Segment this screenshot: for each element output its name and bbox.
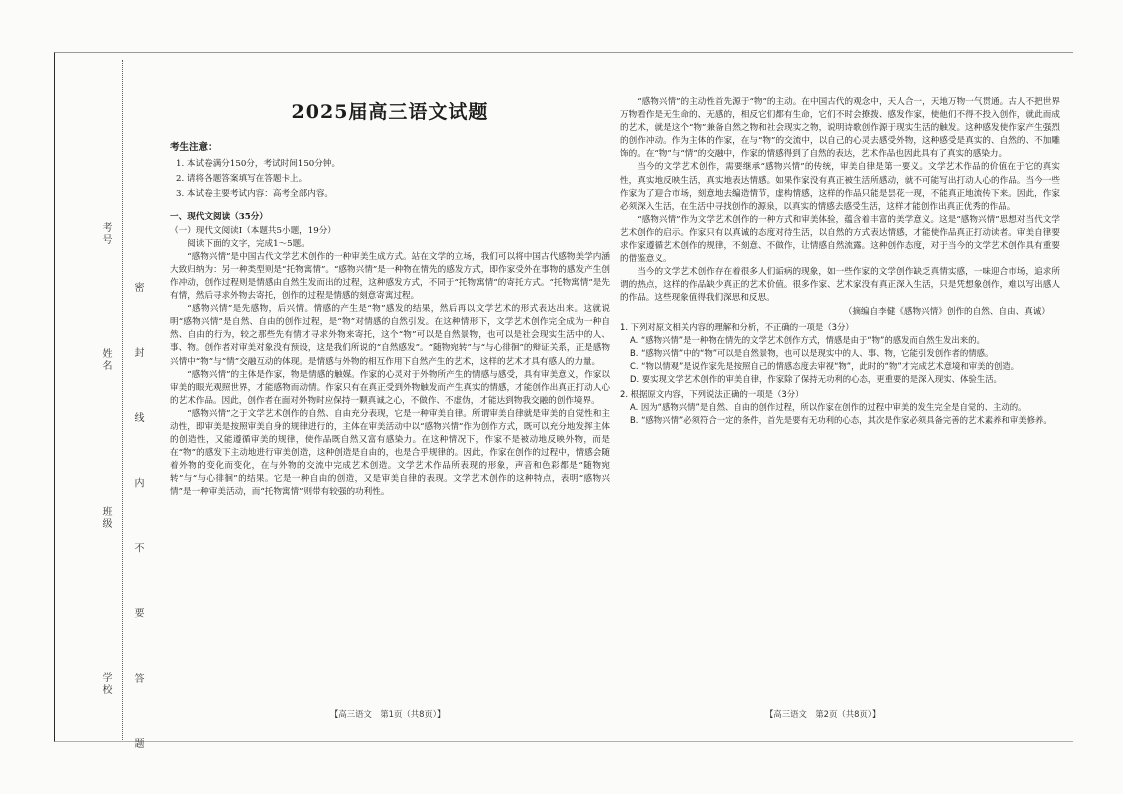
binding-margin (0, 0, 150, 794)
passage-paragraph: “感物兴情”作为文学艺术创作的一种方式和审美体验，蕴含着丰富的美学意义。这是“感物兴情”思想对当代文学艺术创作的启示。作家只有以真诚的态度对待生活，以自然的方式表达情感，才能使作品真正打动读者。审美自律要求作家遵循艺术创作的规律，不刻意、不做作，让情感自然流露。这种创作态度，对于当今的文学艺术创作具有重要的借鉴意义。 (620, 214, 1060, 265)
passage-paragraph: “感物兴情”的主动性首先源于“物”的主动。在中国古代的观念中，天人合一，天地万物一气贯通。古人不把世界万物看作是无生命的、无感的，相反它们都有生命，它们不时会撩拨、感发作家，使他们不得不投入创作，就此而成的艺术，就是这个“物”兼备自然之物和社会现实之物，说明诗歌创作源于现实生活的触发。这种感发使作家产生强烈的创作冲动。作为主体的作家，在与“物”的交流中，以自己的心灵去感受外物，这种感受是真实的、自然的、不加雕饰的。在“物”与“情”的交融中，作家的情感得到了自然的表达，艺术作品也因此具有了真实的感染力。 (620, 97, 1060, 160)
notice-item: 2. 请将各题答案填写在答题卡上。 (176, 174, 308, 185)
subsection-heading: （一）现代文阅读Ⅰ（本题共5小题，19分） (170, 225, 336, 236)
question-option: A. “感物兴情”是一种物在情先的文学艺术创作方式，情感是由于“物”的感发而自然生发出来的。 (630, 334, 985, 345)
question-stem: 2. 根据原文内容，下列说法正确的一项是（3分） (620, 389, 804, 400)
question-stem: 1. 下列对原文相关内容的理解和分析，不正确的一项是（3分） (620, 321, 854, 332)
section-heading: 一、现代文阅读（35分） (170, 212, 268, 223)
notice-item: 1. 本试卷满分150分，考试时间150分钟。 (176, 159, 341, 170)
page-footer-right: 【高三语文 第2页（共8页）】 (765, 709, 881, 719)
question-option: C. “物以情观”是说作家先是按照自己的情感态度去审视“物”，此时的“物”才完成艺术意境和审美的创造。 (630, 360, 1019, 371)
passage-paragraph: “感物兴情”是先感物，后兴情。情感的产生是“物”感发的结果，然后再以文学艺术的形式表达出来。这就说明“感物兴情”是自然、自由的创作过程，是“物”对情感的自然引发。在这种情形下，文学艺术创作完全成为一种自然、自由的行为，较之那些先有情才寻求外物来寄托，这个“物”可以是自然景物，也可以是社会现实生活中的人、事、物。创作者对审美对象没有预设，这是我们所说的“自然感发”。“随物宛转”与“与心徘徊”的辩证关系，正是感物兴情中“物”与“情”交融互动的体现。是情感与外物的相互作用下自然产生的艺术，这样的艺术才具有感人的力量。 (170, 304, 610, 367)
passage-paragraph: “感物兴情”是中国古代文学艺术创作的一种审美生成方式。站在文学的立场，我们可以将中国古代感物美学内涵大致归纳为：另一种类型则是“托物寓情”。“感物兴情”是一种物在情先的感发方式，即作家受外在事物的感发产生创作冲动，创作过程则是情感由自然生发而出的过程，这种感发方式，不同于“托物寓情”的寄托方式。“托物寓情”是先有情，然后寻求外物去寄托，创作的过程是情感的刻意寄寓过程。 (170, 251, 610, 302)
right-column (620, 96, 1060, 427)
passage-paragraph: 当今的文学艺术创作，需要继承“感物兴情”的传统，审美自律是第一要义。文学艺术作品的价值在于它的真实性，真实地反映生活，真实地表达情感。如果作家没有真正被生活所感动，就不可能写出打动人心的作品。当今一些作家为了迎合市场，刻意地去编造情节，虚构情感，这样的作品只能是昙花一现，不能真正地流传下来。因此，作家必须深入生活，在生活中寻找创作的源泉，以真实的情感去感受生活，这样才能创作出真正优秀的作品。 (620, 162, 1060, 212)
page-footer-left: 【高三语文 第1页（共8页）】 (330, 709, 446, 719)
notice-heading: 考生注意： (170, 142, 218, 154)
question-option: B. “感物兴情”中的“物”可以是自然景物，也可以是现实中的人、事、物，它能引发创作者的情感。 (630, 347, 994, 358)
question-option: D. 要实现文学艺术创作的审美自律，作家除了保持无功利的心态，更重要的是深入现实、体验生活。 (630, 373, 1002, 384)
school-label: 学校 (100, 672, 111, 696)
question-option: A. 因为“感物兴情”是自然、自由的创作过程，所以作家在创作的过程中审美的发生完全是自觉的、主动的。 (630, 402, 1027, 413)
left-column (170, 70, 610, 500)
seal-line-notice: 密 封 线 内 不 要 答 题 (132, 282, 143, 775)
question-option: B. “感物兴情”必须符合一定的条件，首先是要有无功利的心态，其次是作家必须具备完善的艺术素养和审美修养。 (630, 415, 1052, 426)
seal-dotted-line (122, 60, 123, 740)
passage-source: （摘编自李健《感物兴情》创作的自然、自由、真诚） (843, 306, 1050, 317)
notice-item: 3. 本试卷主要考试内容：高考全部内容。 (176, 189, 334, 200)
passage-paragraph: “感物兴情”之于文学艺术创作的自然、自由充分表现，它是一种审美自律。所谓审美自律就是审美的自觉性和主动性，即审美是按照审美自身的规律进行的，主体在审美活动中以“感物兴情”作为创作方式，既可以充分地发挥主体的创造性，又能遵循审美的规律，使作品既自然又富有感染力。在这种情况下，作家不是被动地反映外物，而是在“物”的感发下主动地进行审美创造，这种创造是自由的，也是合乎规律的。因此，作家在创作的过程中，情感会随着外物的变化而变化，在与外物的交流中完成艺术创造。文学艺术作品所表现的形象，声音和色彩都是“随物宛转”与“与心徘徊”的结果。它是一种自由的创造，又是审美自律的表现。文学艺术创作的这种特点，表明“感物兴情”是一种审美活动，而“托物寓情”则带有较强的功利性。 (170, 408, 610, 498)
class-label: 班级 (100, 506, 111, 530)
exam-title: 2025届高三语文试题 (291, 101, 489, 123)
exam-no-label: 考号 (100, 222, 111, 246)
name-label: 姓名 (100, 348, 111, 372)
reading-instruction: 阅读下面的文字，完成1～5题。 (187, 238, 310, 249)
passage-paragraph: 当今的文学艺术创作存在着很多人们诟病的现象，如一些作家的文学创作缺乏真情实感，一味迎合市场，追求所谓的热点，这样的作品缺少真正的艺术价值。很多作家、艺术家没有真正深入生活，只是凭想象创作，难以写出感人的作品。这些现象值得我们深思和反思。 (620, 267, 1060, 304)
passage-paragraph: “感物兴情”的主体是作家，物是情感的触媒。作家的心灵对于外物所产生的情感与感受，具有审美意义，作家以审美的眼光观照世界，才能感物而动情。作家只有在真正受到外物触发而产生真实的情感，才能创作出真正打动人心的艺术作品。因此，创作者在面对外物时应保持一颗真诚之心，不做作、不虚伪，才能达到物我交融的创作境界。 (170, 369, 610, 406)
